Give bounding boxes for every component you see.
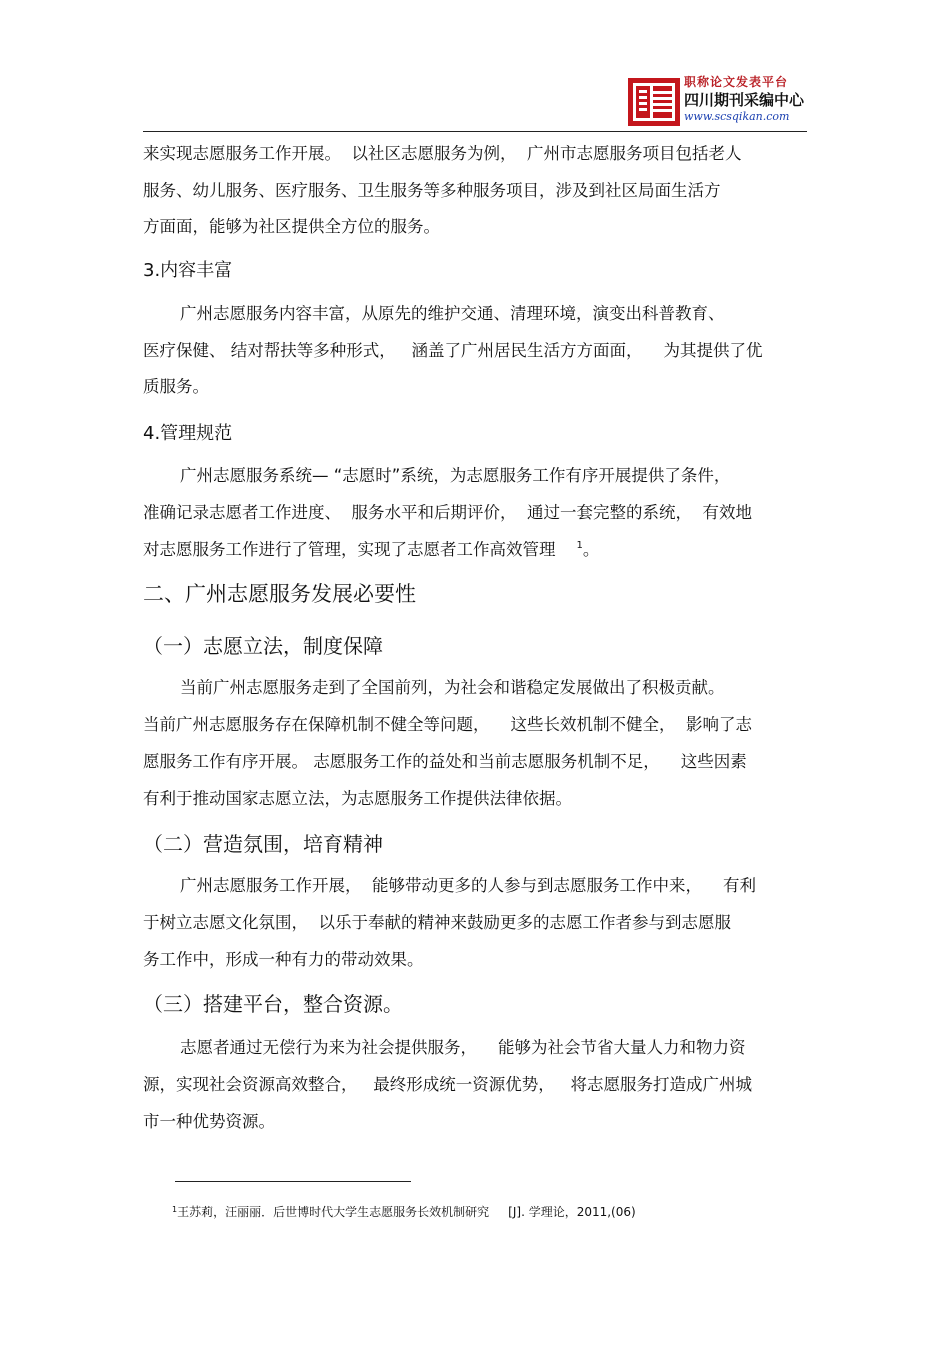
paragraph-line: 愿服务工作有序开展。 志愿服务工作的益处和当前志愿服务机制不足， 这些因素: [143, 752, 747, 771]
brand-name: 四川期刊采编中心: [684, 91, 805, 109]
footnote-divider: [175, 1181, 411, 1182]
paragraph-line: 来实现志愿服务工作开展。 以社区志愿服务为例， 广州市志愿服务项目包括老人: [143, 144, 742, 163]
paragraph-end: 。: [582, 540, 600, 559]
paragraph-line: 服务、幼儿服务、医疗服务、卫生服务等多种服务项目，涉及到社区局面生活方: [143, 181, 721, 200]
paragraph-line: 方面面，能够为社区提供全方位的服务。: [143, 217, 440, 236]
heading-content-rich: 3.内容丰富: [143, 260, 233, 281]
paragraph-line: 志愿者通过无偿行为来为社会提供服务， 能够为社会节省大量人力和物力资: [180, 1038, 746, 1057]
paragraph-line: 有利于推动国家志愿立法，为志愿服务工作提供法律依据。: [143, 789, 572, 808]
paragraph-line: 当前广州志愿服务存在保障机制不健全等问题， 这些长效机制不健全， 影响了志: [143, 715, 752, 734]
paragraph-line: 源，实现社会资源高效整合， 最终形成统一资源优势， 将志愿服务打造成广州城: [143, 1075, 752, 1094]
header-divider: [143, 131, 807, 132]
paragraph-line: 务工作中，形成一种有力的带动效果。: [143, 950, 424, 969]
journal-logo-icon: [628, 78, 680, 126]
subsection-heading-1: （一）志愿立法，制度保障: [143, 634, 383, 658]
footnote-ref: 1: [576, 540, 583, 551]
subsection-heading-3: （三）搭建平台，整合资源。: [143, 992, 403, 1016]
paragraph-line-with-ref: [143, 539, 599, 561]
paragraph-line: 市一种优势资源。: [143, 1112, 275, 1131]
paragraph-line: 广州志愿服务工作开展， 能够带动更多的人参与到志愿服务工作中来， 有利: [180, 876, 756, 895]
footnote-text: 王苏莉，汪丽丽．后世博时代大学生志愿服务长效机制研究 [J]. 学理论，2011,(06): [177, 1205, 636, 1219]
paragraph-line: 当前广州志愿服务走到了全国前列，为社会和谐稳定发展做出了积极贡献。: [180, 678, 725, 697]
footnote: [172, 1204, 636, 1220]
paragraph-line: 医疗保健、 结对帮扶等多种形式， 涵盖了广州居民生活方方面面， 为其提供了优: [143, 341, 763, 360]
paragraph-line: 准确记录志愿者工作进度、 服务水平和后期评价， 通过一套完整的系统， 有效地: [143, 503, 752, 522]
brand-url: www.scsqikan.com: [684, 110, 790, 123]
section-heading: 二、广州志愿服务发展必要性: [143, 582, 416, 606]
paragraph-line: 广州志愿服务内容丰富，从原先的维护交通、清理环境，演变出科普教育、: [180, 304, 725, 323]
paragraph-line: 于树立志愿文化氛围， 以乐于奉献的精神来鼓励更多的志愿工作者参与到志愿服: [143, 913, 731, 932]
brand-slogan: 职称论文发表平台: [684, 75, 789, 89]
paragraph-line: 质服务。: [143, 377, 209, 396]
footnote-mark: 1: [172, 1205, 178, 1214]
subsection-heading-2: （二）营造氛围，培育精神: [143, 832, 383, 856]
paragraph-text: 对志愿服务工作进行了管理，实现了志愿者工作高效管理: [143, 540, 556, 559]
heading-management: 4.管理规范: [143, 423, 233, 444]
brand-block: [684, 74, 824, 124]
paragraph-line: 广州志愿服务系统— “志愿时”系统，为志愿服务工作有序开展提供了条件，: [180, 466, 731, 485]
